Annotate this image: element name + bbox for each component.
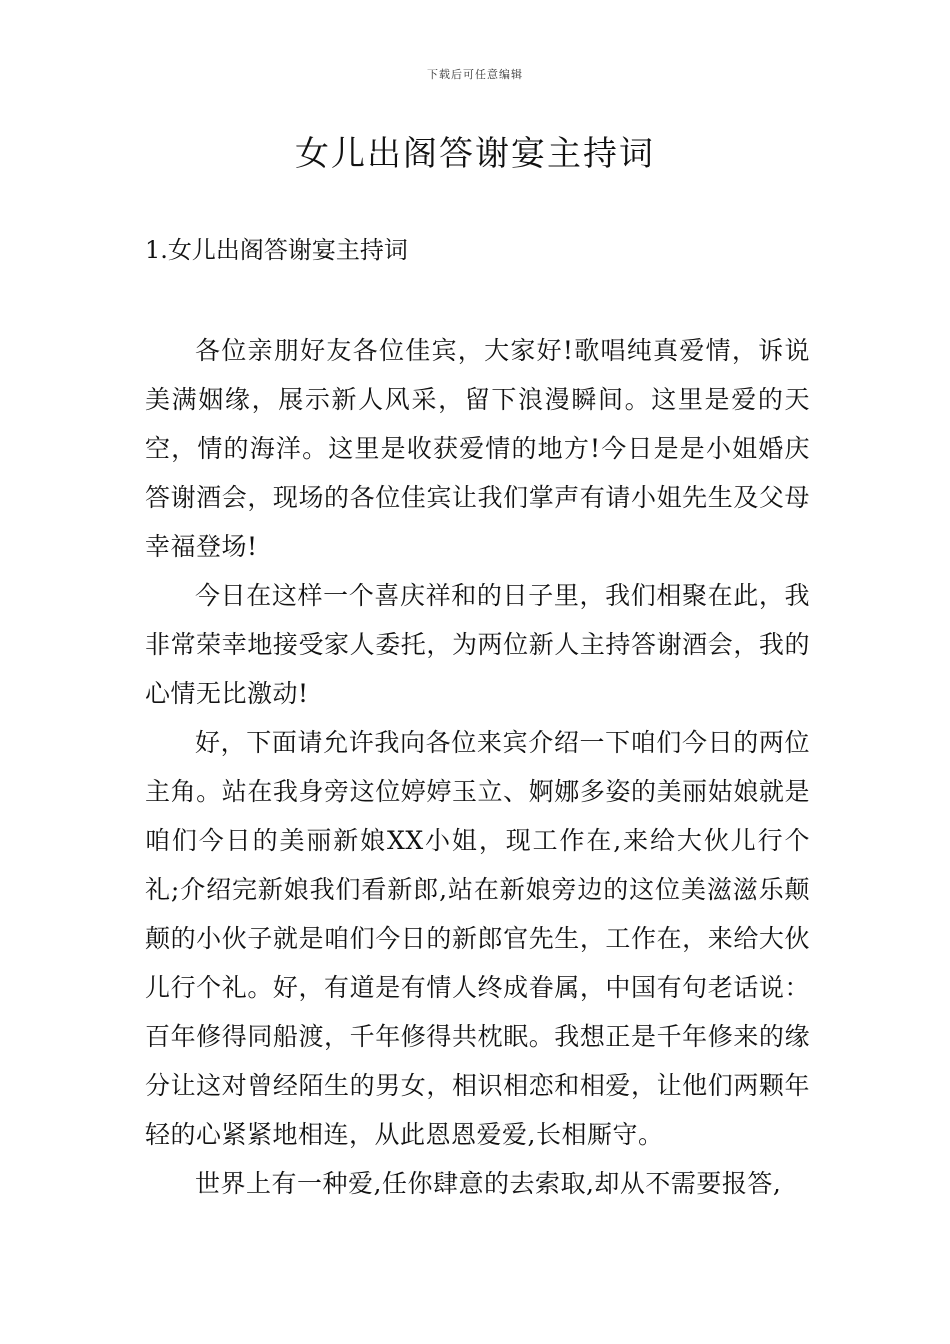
paragraph-host-intro: 今日在这样一个喜庆祥和的日子里，我们相聚在此，我非常荣幸地接受家人委托，为两位新人主持答谢酒会，我的心情无比激动! <box>145 581 810 708</box>
paragraph-love: 世界上有一种爱,任你肆意的去索取,却从不需要报答, <box>195 1169 782 1198</box>
paragraph-welcome: 各位亲朋好友各位佳宾，大家好!歌唱纯真爱情，诉说美满姻缘，展示新人风采，留下浪漫瞬间。这里是爱的天空，情的海洋。这里是收获爱情的地方!今日是是小姐婚庆答谢酒会，现场的各位佳宾让我们掌声有请小姐先生及父母幸福登场! <box>145 336 810 561</box>
paragraph-couple-intro: 好，下面请允许我向各位来宾介绍一下咱们今日的两位主角。站在我身旁这位婷婷玉立、婀娜多姿的美丽姑娘就是咱们今日的美丽新娘XX小姐，现工作在,来给大伙儿行个礼;介绍完新娘我们看新郎,站在新娘旁边的这位美滋滋乐颠颠的小伙子就是咱们今日的新郎官先生，工作在，来给大伙儿行个礼。好，有道是有情人终成眷属，中国有句老话说：百年修得同船渡，千年修得共枕眠。我想正是千年修来的缘分让这对曾经陌生的男女，相识相恋和相爱，让他们两颗年轻的心紧紧地相连，从此恩恩爱爱,长相厮守。 <box>145 728 810 1149</box>
body-text <box>145 326 810 1208</box>
header-note: 下载后可任意编辑 <box>427 68 523 81</box>
section-heading: 1.女儿出阁答谢宴主持词 <box>145 236 408 264</box>
document-title: 女儿出阁答谢宴主持词 <box>295 134 655 174</box>
